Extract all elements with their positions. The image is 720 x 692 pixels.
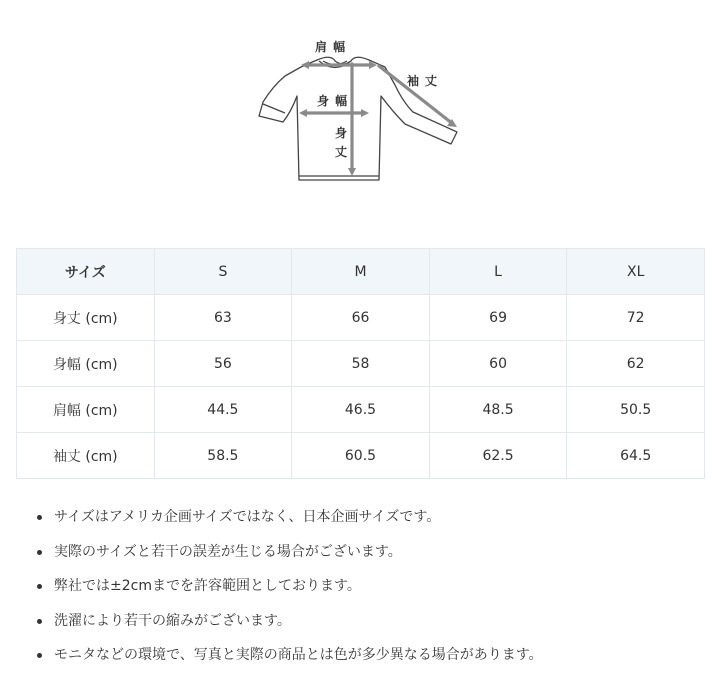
long-sleeve-shirt-illustration	[255, 30, 465, 190]
table-row	[17, 387, 705, 433]
sleeve-length-label-part2: 丈	[425, 74, 438, 88]
row-label: 身幅 (cm)	[17, 341, 155, 387]
table-cell: 63	[154, 295, 292, 341]
table-cell: 58.5	[154, 433, 292, 479]
table-cell: 72	[567, 295, 705, 341]
note-item: 洗濯により若干の縮みがございます。	[36, 610, 543, 645]
table-header-row	[17, 249, 705, 295]
header-size: サイズ	[17, 249, 155, 295]
table-cell: 48.5	[429, 387, 567, 433]
table-cell: 66	[292, 295, 430, 341]
table-row	[17, 295, 705, 341]
row-label: 袖丈 (cm)	[17, 433, 155, 479]
row-label: 身丈 (cm)	[17, 295, 155, 341]
header-l: L	[429, 249, 567, 295]
table-cell: 44.5	[154, 387, 292, 433]
note-item: モニタなどの環境で、写真と実際の商品とは色が多少異なる場合があります。	[36, 644, 543, 679]
note-item: 弊社では±2cmまでを許容範囲としております。	[36, 575, 543, 610]
table-cell: 60.5	[292, 433, 430, 479]
table-cell: 58	[292, 341, 430, 387]
header-m: M	[292, 249, 430, 295]
size-table	[16, 248, 705, 479]
table-cell: 50.5	[567, 387, 705, 433]
body-width-label: 身 幅	[317, 94, 349, 108]
header-s: S	[154, 249, 292, 295]
note-item: 実際のサイズと若干の誤差が生じる場合がございます。	[36, 541, 543, 576]
table-cell: 64.5	[567, 433, 705, 479]
header-xl: XL	[567, 249, 705, 295]
table-cell: 56	[154, 341, 292, 387]
table-cell: 62.5	[429, 433, 567, 479]
size-diagram	[255, 30, 465, 190]
body-length-label-part2: 丈	[335, 145, 348, 159]
table-cell: 60	[429, 341, 567, 387]
table-row	[17, 341, 705, 387]
sleeve-length-label-part1: 袖	[407, 74, 420, 88]
shoulder-width-label: 肩 幅	[315, 40, 347, 54]
notes-list	[36, 506, 543, 679]
body-length-label-part1: 身	[335, 126, 348, 140]
table-cell: 62	[567, 341, 705, 387]
table-row	[17, 433, 705, 479]
table-cell: 46.5	[292, 387, 430, 433]
note-item: サイズはアメリカ企画サイズではなく、日本企画サイズです。	[36, 506, 543, 541]
row-label: 肩幅 (cm)	[17, 387, 155, 433]
table-cell: 69	[429, 295, 567, 341]
